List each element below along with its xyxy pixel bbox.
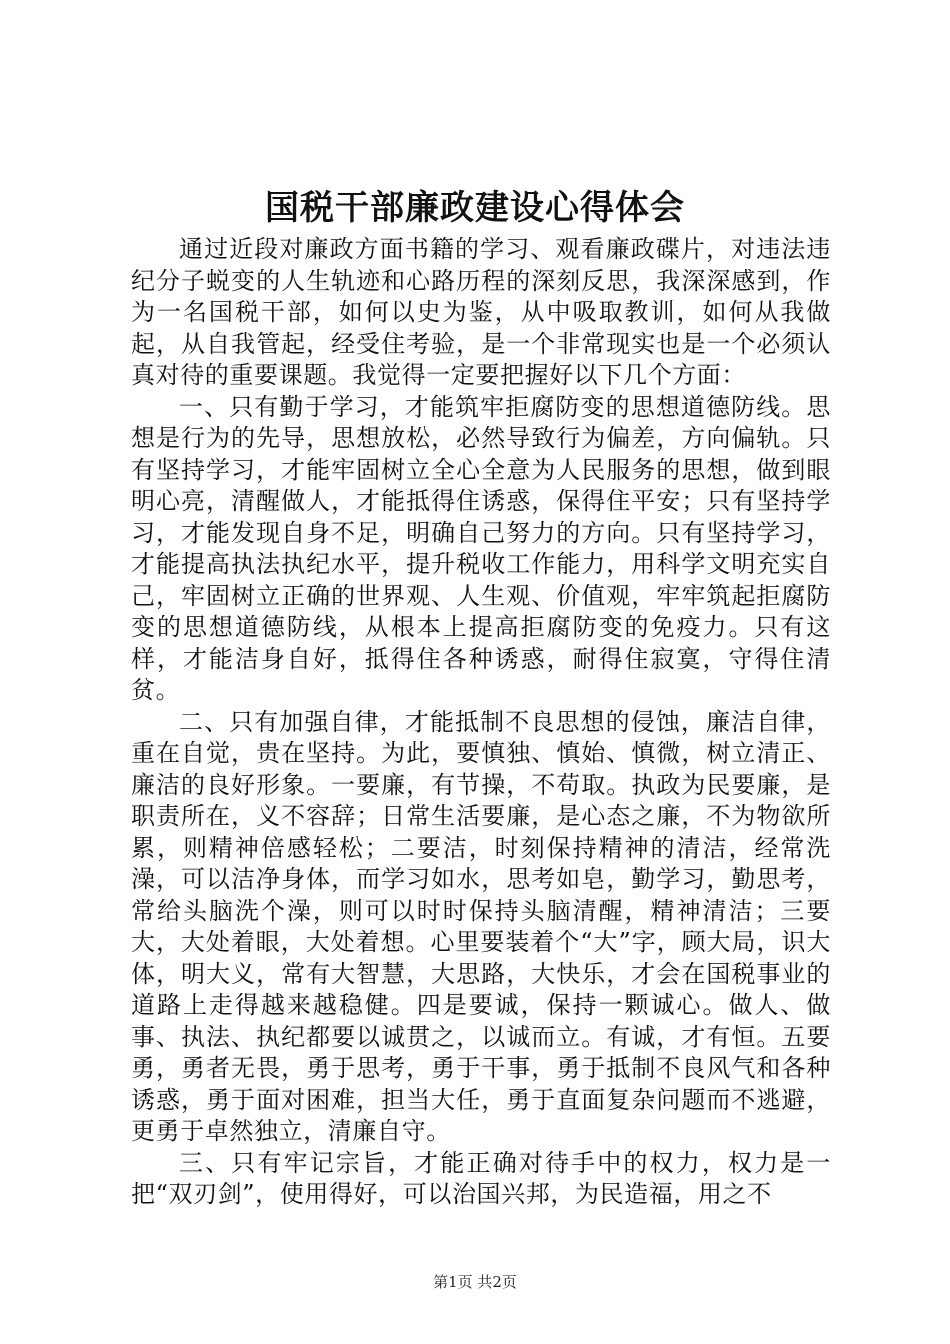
body-paragraph-section-3: 三、只有牢记宗旨，才能正确对待手中的权力，权力是一把“双刃剑”，使用得好，可以治国兴邦，为民造福，用之不: [131, 1148, 831, 1208]
body-paragraph-section-2: 二、只有加强自律，才能抵制不良思想的侵蚀，廉洁自律，重在自觉，贵在坚持。为此，要慎独、慎始、慎微，树立清正、廉洁的良好形象。一要廉，有节操，不苟取。执政为民要廉，是职责所在，义不容辞；日常生活要廉，是心态之廉，不为物欲所累，则精神倍感轻松；二要洁，时刻保持精神的清洁，经常洗澡，可以洁净身体，而学习如水，思考如皂，勤学习，勤思考，常给头脑洗个澡，则可以时时保持头脑清醒，精神清洁；三要大，大处着眼，大处着想。心里要装着个“大”字，顾大局，识大体，明大义，常有大智慧，大思路，大快乐，才会在国税事业的道路上走得越来越稳健。四是要诚，保持一颗诚心。做人、做事、执法、执纪都要以诚贯之，以诚而立。有诚，才有恒。五要勇，勇者无畏，勇于思考，勇于干事，勇于抵制不良风气和各种诱惑，勇于面对困难，担当大任，勇于直面复杂问题而不逃避，更勇于卓然独立，清廉自守。: [131, 707, 831, 1145]
body-paragraph-section-1: 一、只有勤于学习，才能筑牢拒腐防变的思想道德防线。思想是行为的先导，思想放松，必然导致行为偏差，方向偏轨。只有坚持学习，才能牢固树立全心全意为人民服务的思想，做到眼明心亮，清醒做人，才能抵得住诱惑，保得住平安；只有坚持学习，才能发现自身不足，明确自己努力的方向。只有坚持学习，才能提高执法执纪水平，提升税收工作能力，用科学文明充实自己，牢固树立正确的世界观、人生观、价值观，牢牢筑起拒腐防变的思想道德防线，从根本上提高拒腐防变的免疫力。只有这样，才能洁身自好，抵得住各种诱惑，耐得住寂寞，守得住清贫。: [131, 392, 831, 704]
document-title: 国税干部廉政建设心得体会: [265, 188, 685, 228]
document-body: [131, 234, 831, 1211]
page-number-footer: 第1页 共2页: [433, 1273, 517, 1291]
body-paragraph-intro: 通过近段对廉政方面书籍的学习、观看廉政碟片，对违法违纪分子蜕变的人生轨迹和心路历程的深刻反思，我深深感到，作为一名国税干部，如何以史为鉴，从中吸取教训，如何从我做起，从自我管起，经受住考验，是一个非常现实也是一个必须认真对待的重要课题。我觉得一定要把握好以下几个方面：: [131, 235, 831, 389]
